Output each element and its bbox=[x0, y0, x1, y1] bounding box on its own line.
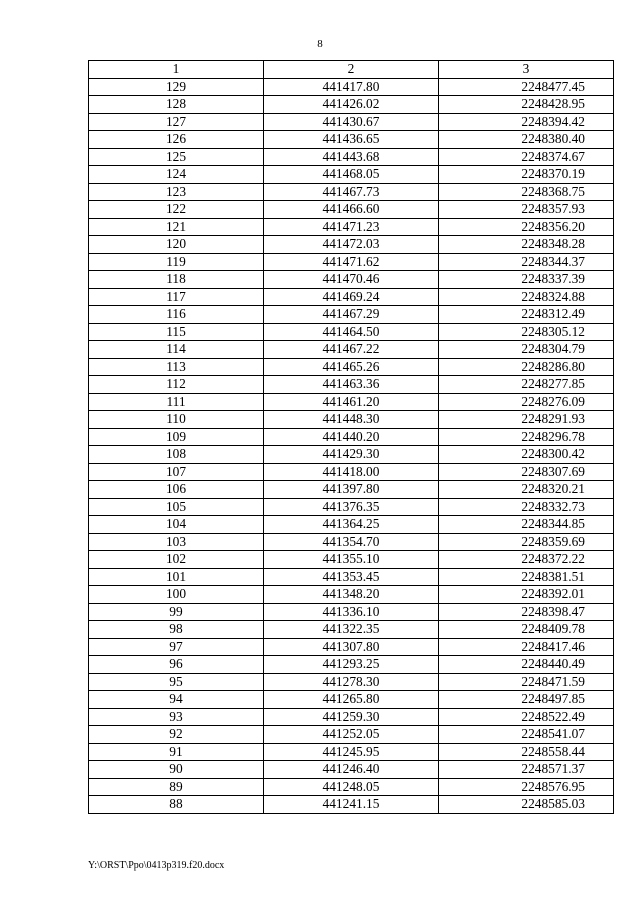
cell-x-coordinate: 441259.30 bbox=[264, 708, 439, 726]
cell-point-number: 119 bbox=[89, 253, 264, 271]
cell-x-coordinate: 441467.29 bbox=[264, 306, 439, 324]
cell-point-number: 105 bbox=[89, 498, 264, 516]
cell-y-coordinate: 2248372.22 bbox=[439, 551, 614, 569]
cell-y-coordinate: 2248320.21 bbox=[439, 481, 614, 499]
table-row bbox=[89, 533, 614, 551]
cell-x-coordinate: 441471.62 bbox=[264, 253, 439, 271]
cell-point-number: 95 bbox=[89, 673, 264, 691]
cell-x-coordinate: 441463.36 bbox=[264, 376, 439, 394]
table-row bbox=[89, 393, 614, 411]
cell-point-number: 94 bbox=[89, 691, 264, 709]
table-row bbox=[89, 516, 614, 534]
cell-point-number: 111 bbox=[89, 393, 264, 411]
cell-x-coordinate: 441429.30 bbox=[264, 446, 439, 464]
table-row bbox=[89, 236, 614, 254]
cell-x-coordinate: 441461.20 bbox=[264, 393, 439, 411]
cell-y-coordinate: 2248344.37 bbox=[439, 253, 614, 271]
cell-y-coordinate: 2248296.78 bbox=[439, 428, 614, 446]
table-row bbox=[89, 358, 614, 376]
cell-point-number: 114 bbox=[89, 341, 264, 359]
cell-point-number: 93 bbox=[89, 708, 264, 726]
table-row bbox=[89, 656, 614, 674]
cell-y-coordinate: 2248398.47 bbox=[439, 603, 614, 621]
cell-point-number: 118 bbox=[89, 271, 264, 289]
table-row bbox=[89, 726, 614, 744]
cell-y-coordinate: 2248348.28 bbox=[439, 236, 614, 254]
cell-x-coordinate: 441246.40 bbox=[264, 761, 439, 779]
table-row bbox=[89, 306, 614, 324]
cell-x-coordinate: 441397.80 bbox=[264, 481, 439, 499]
cell-point-number: 110 bbox=[89, 411, 264, 429]
cell-y-coordinate: 2248394.42 bbox=[439, 113, 614, 131]
table-row bbox=[89, 341, 614, 359]
cell-x-coordinate: 441364.25 bbox=[264, 516, 439, 534]
cell-x-coordinate: 441467.22 bbox=[264, 341, 439, 359]
cell-y-coordinate: 2248305.12 bbox=[439, 323, 614, 341]
table-body bbox=[89, 78, 614, 813]
cell-y-coordinate: 2248337.39 bbox=[439, 271, 614, 289]
table-row bbox=[89, 551, 614, 569]
cell-x-coordinate: 441469.24 bbox=[264, 288, 439, 306]
cell-x-coordinate: 441443.68 bbox=[264, 148, 439, 166]
table-row bbox=[89, 148, 614, 166]
table-row bbox=[89, 323, 614, 341]
cell-point-number: 116 bbox=[89, 306, 264, 324]
cell-point-number: 92 bbox=[89, 726, 264, 744]
cell-x-coordinate: 441466.60 bbox=[264, 201, 439, 219]
cell-y-coordinate: 2248312.49 bbox=[439, 306, 614, 324]
cell-x-coordinate: 441448.30 bbox=[264, 411, 439, 429]
cell-point-number: 90 bbox=[89, 761, 264, 779]
table-row bbox=[89, 96, 614, 114]
table-row bbox=[89, 691, 614, 709]
cell-y-coordinate: 2248356.20 bbox=[439, 218, 614, 236]
cell-x-coordinate: 441417.80 bbox=[264, 78, 439, 96]
table-row bbox=[89, 446, 614, 464]
cell-point-number: 124 bbox=[89, 166, 264, 184]
coordinates-table bbox=[88, 60, 614, 814]
table-row bbox=[89, 218, 614, 236]
table-row bbox=[89, 481, 614, 499]
table-row bbox=[89, 183, 614, 201]
cell-point-number: 98 bbox=[89, 621, 264, 639]
cell-y-coordinate: 2248471.59 bbox=[439, 673, 614, 691]
cell-y-coordinate: 2248558.44 bbox=[439, 743, 614, 761]
cell-x-coordinate: 441426.02 bbox=[264, 96, 439, 114]
cell-y-coordinate: 2248522.49 bbox=[439, 708, 614, 726]
table-row bbox=[89, 796, 614, 814]
cell-x-coordinate: 441436.65 bbox=[264, 131, 439, 149]
cell-y-coordinate: 2248300.42 bbox=[439, 446, 614, 464]
cell-y-coordinate: 2248392.01 bbox=[439, 586, 614, 604]
cell-y-coordinate: 2248409.78 bbox=[439, 621, 614, 639]
cell-y-coordinate: 2248374.67 bbox=[439, 148, 614, 166]
table-row bbox=[89, 428, 614, 446]
table-row bbox=[89, 78, 614, 96]
table-row bbox=[89, 586, 614, 604]
page-number: 8 bbox=[317, 38, 323, 50]
cell-y-coordinate: 2248332.73 bbox=[439, 498, 614, 516]
cell-y-coordinate: 2248417.46 bbox=[439, 638, 614, 656]
cell-y-coordinate: 2248541.07 bbox=[439, 726, 614, 744]
cell-point-number: 99 bbox=[89, 603, 264, 621]
cell-x-coordinate: 441468.05 bbox=[264, 166, 439, 184]
cell-y-coordinate: 2248497.85 bbox=[439, 691, 614, 709]
cell-point-number: 102 bbox=[89, 551, 264, 569]
cell-y-coordinate: 2248324.88 bbox=[439, 288, 614, 306]
cell-point-number: 96 bbox=[89, 656, 264, 674]
table-row bbox=[89, 761, 614, 779]
cell-x-coordinate: 441265.80 bbox=[264, 691, 439, 709]
table-row bbox=[89, 778, 614, 796]
cell-x-coordinate: 441241.15 bbox=[264, 796, 439, 814]
cell-point-number: 120 bbox=[89, 236, 264, 254]
table-row bbox=[89, 603, 614, 621]
table-row bbox=[89, 288, 614, 306]
cell-x-coordinate: 441293.25 bbox=[264, 656, 439, 674]
cell-x-coordinate: 441353.45 bbox=[264, 568, 439, 586]
table-row bbox=[89, 673, 614, 691]
cell-point-number: 101 bbox=[89, 568, 264, 586]
cell-y-coordinate: 2248291.93 bbox=[439, 411, 614, 429]
cell-point-number: 113 bbox=[89, 358, 264, 376]
table-row bbox=[89, 743, 614, 761]
table-row bbox=[89, 411, 614, 429]
cell-point-number: 91 bbox=[89, 743, 264, 761]
cell-y-coordinate: 2248344.85 bbox=[439, 516, 614, 534]
cell-x-coordinate: 441472.03 bbox=[264, 236, 439, 254]
cell-point-number: 123 bbox=[89, 183, 264, 201]
cell-x-coordinate: 441252.05 bbox=[264, 726, 439, 744]
cell-y-coordinate: 2248440.49 bbox=[439, 656, 614, 674]
table-row bbox=[89, 113, 614, 131]
cell-y-coordinate: 2248370.19 bbox=[439, 166, 614, 184]
cell-y-coordinate: 2248368.75 bbox=[439, 183, 614, 201]
cell-point-number: 108 bbox=[89, 446, 264, 464]
cell-y-coordinate: 2248576.95 bbox=[439, 778, 614, 796]
table-row bbox=[89, 638, 614, 656]
cell-x-coordinate: 441355.10 bbox=[264, 551, 439, 569]
cell-y-coordinate: 2248277.85 bbox=[439, 376, 614, 394]
cell-x-coordinate: 441430.67 bbox=[264, 113, 439, 131]
cell-x-coordinate: 441471.23 bbox=[264, 218, 439, 236]
header-col-y: 3 bbox=[439, 61, 614, 79]
cell-y-coordinate: 2248477.45 bbox=[439, 78, 614, 96]
header-col-point: 1 bbox=[89, 61, 264, 79]
table-row bbox=[89, 271, 614, 289]
table-row bbox=[89, 201, 614, 219]
cell-point-number: 107 bbox=[89, 463, 264, 481]
cell-y-coordinate: 2248286.80 bbox=[439, 358, 614, 376]
cell-y-coordinate: 2248307.69 bbox=[439, 463, 614, 481]
cell-point-number: 127 bbox=[89, 113, 264, 131]
cell-y-coordinate: 2248428.95 bbox=[439, 96, 614, 114]
table-row bbox=[89, 376, 614, 394]
cell-y-coordinate: 2248380.40 bbox=[439, 131, 614, 149]
cell-x-coordinate: 441322.35 bbox=[264, 621, 439, 639]
cell-x-coordinate: 441248.05 bbox=[264, 778, 439, 796]
cell-x-coordinate: 441278.30 bbox=[264, 673, 439, 691]
footer-file-path: Y:\ORST\Ppo\0413p319.f20.docx bbox=[88, 860, 225, 871]
cell-x-coordinate: 441354.70 bbox=[264, 533, 439, 551]
cell-x-coordinate: 441245.95 bbox=[264, 743, 439, 761]
cell-y-coordinate: 2248585.03 bbox=[439, 796, 614, 814]
cell-point-number: 128 bbox=[89, 96, 264, 114]
cell-x-coordinate: 441440.20 bbox=[264, 428, 439, 446]
cell-point-number: 129 bbox=[89, 78, 264, 96]
table-row bbox=[89, 708, 614, 726]
table-row bbox=[89, 498, 614, 516]
table-row bbox=[89, 131, 614, 149]
cell-point-number: 115 bbox=[89, 323, 264, 341]
cell-x-coordinate: 441418.00 bbox=[264, 463, 439, 481]
cell-y-coordinate: 2248359.69 bbox=[439, 533, 614, 551]
cell-point-number: 103 bbox=[89, 533, 264, 551]
cell-x-coordinate: 441467.73 bbox=[264, 183, 439, 201]
cell-point-number: 106 bbox=[89, 481, 264, 499]
cell-x-coordinate: 441307.80 bbox=[264, 638, 439, 656]
cell-point-number: 126 bbox=[89, 131, 264, 149]
cell-x-coordinate: 441465.26 bbox=[264, 358, 439, 376]
table-row bbox=[89, 568, 614, 586]
table-row bbox=[89, 621, 614, 639]
cell-point-number: 104 bbox=[89, 516, 264, 534]
cell-point-number: 122 bbox=[89, 201, 264, 219]
cell-x-coordinate: 441348.20 bbox=[264, 586, 439, 604]
cell-point-number: 97 bbox=[89, 638, 264, 656]
cell-y-coordinate: 2248357.93 bbox=[439, 201, 614, 219]
cell-x-coordinate: 441464.50 bbox=[264, 323, 439, 341]
cell-point-number: 121 bbox=[89, 218, 264, 236]
table-header bbox=[89, 61, 614, 79]
cell-x-coordinate: 441376.35 bbox=[264, 498, 439, 516]
header-col-x: 2 bbox=[264, 61, 439, 79]
cell-point-number: 100 bbox=[89, 586, 264, 604]
cell-point-number: 89 bbox=[89, 778, 264, 796]
table-row bbox=[89, 463, 614, 481]
cell-x-coordinate: 441470.46 bbox=[264, 271, 439, 289]
table-row bbox=[89, 166, 614, 184]
cell-y-coordinate: 2248276.09 bbox=[439, 393, 614, 411]
cell-point-number: 117 bbox=[89, 288, 264, 306]
header-row bbox=[89, 61, 614, 79]
cell-y-coordinate: 2248571.37 bbox=[439, 761, 614, 779]
cell-y-coordinate: 2248381.51 bbox=[439, 568, 614, 586]
table-row bbox=[89, 253, 614, 271]
cell-y-coordinate: 2248304.79 bbox=[439, 341, 614, 359]
cell-point-number: 109 bbox=[89, 428, 264, 446]
cell-point-number: 112 bbox=[89, 376, 264, 394]
cell-x-coordinate: 441336.10 bbox=[264, 603, 439, 621]
cell-point-number: 125 bbox=[89, 148, 264, 166]
cell-point-number: 88 bbox=[89, 796, 264, 814]
